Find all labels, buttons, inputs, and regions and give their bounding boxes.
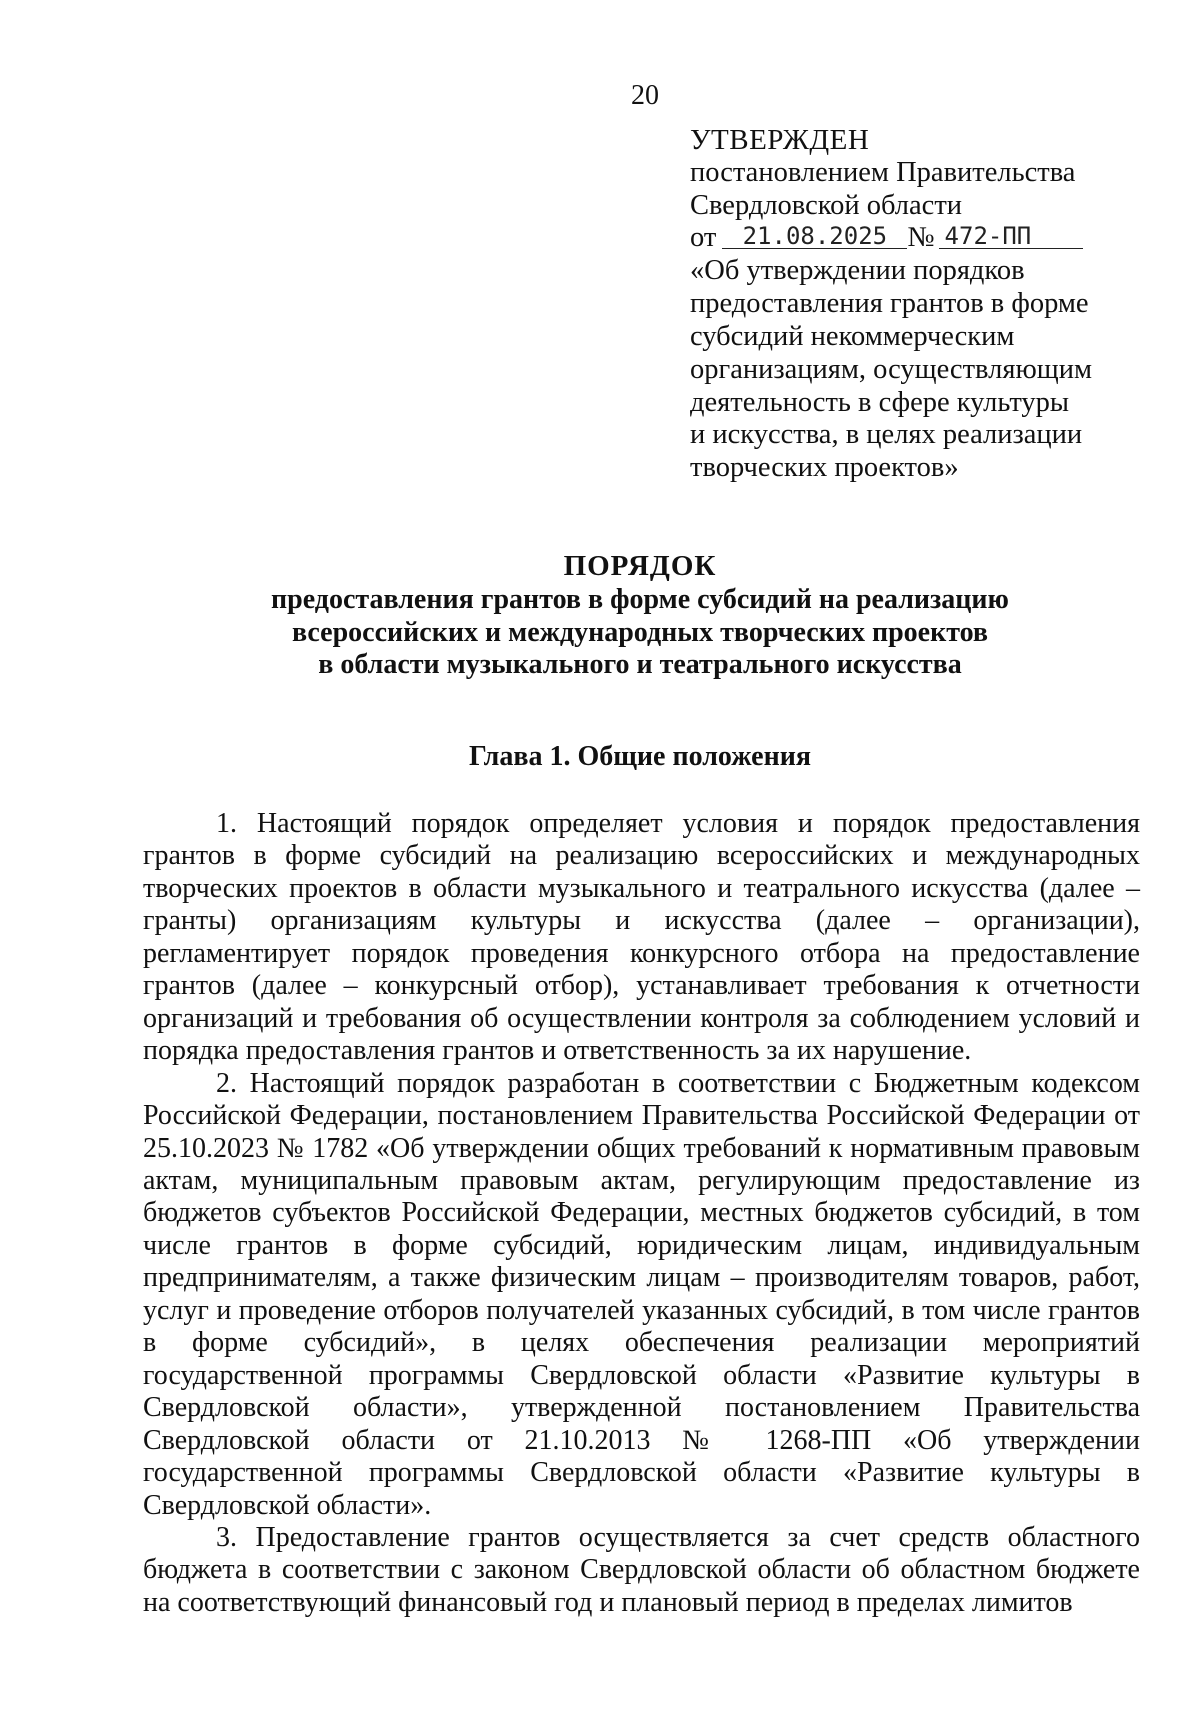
approval-number: 472-ПП [939, 224, 1083, 249]
title-subtitle-line: предоставления грантов в форме субсидий на реализацию [271, 584, 1009, 615]
paragraph: 1. Настоящий порядок определяет условия и порядок предоставления грантов в форме субсидий на реализацию всероссийских и международных творческих проектов в области музыкального и театрального искусства (далее – гранты) организациям культуры и искусства (далее – организации), регламентирует порядок проведения конкурсного отбора на предоставление грантов (далее – конкурсный отбор), устанавливает требования к отчетности организаций и требования об осуществлении контроля за соблюдением условий и порядка предоставления грантов и ответственность за их нарушение. [143, 808, 1140, 1067]
page-number: 20 [631, 80, 659, 111]
approval-stamp: УТВЕРЖДЕН [690, 124, 870, 156]
approval-subject-line: организациям, осуществляющим [690, 353, 1092, 385]
paragraph: 3. Предоставление грантов осуществляется за счет средств областного бюджета в соответствии с законом Свердловской области об областном бюджете на соответствующий финансовый год и плановый период в пределах лимитов [143, 1521, 1140, 1618]
title-subtitle-line: всероссийских и международных творческих проектов [291, 616, 989, 648]
approval-date: 21.08.2025 [722, 224, 907, 249]
number-sign: № [907, 222, 935, 254]
approval-subject-line: и искусства, в целях реализации [690, 419, 1083, 451]
chapter-heading: Глава 1. Общие положения [468, 741, 811, 772]
date-prefix: от [690, 222, 717, 254]
approval-line: постановлением Правительства [690, 156, 1076, 188]
approval-block [690, 124, 1110, 485]
approval-subject-line: предоставления грантов в форме [690, 288, 1089, 320]
document-title [140, 548, 1140, 682]
approval-subject-line: «Об утверждении порядков [690, 255, 1025, 287]
document-body [143, 808, 1140, 1619]
approval-subject-line: творческих проектов» [690, 452, 959, 484]
approval-line: Свердловской области [690, 189, 963, 221]
title-subtitle-line: в области музыкального и театрального искусства [318, 649, 962, 680]
approval-subject-line: субсидий некоммерческим [690, 320, 1015, 352]
approval-subject-line: деятельность в сфере культуры [690, 386, 1070, 418]
title-main: ПОРЯДОК [563, 550, 717, 582]
paragraph: 2. Настоящий порядок разработан в соответствии с Бюджетным кодексом Российской Федерации, постановлением Правительства Российской Федерации от 25.10.2023 № 1782 «Об утверждении общих требований к нормативным правовым актам, муниципальным правовым актам, регулирующим предоставление из бюджетов субъектов Российской Федерации, местных бюджетов субсидий, в том числе грантов в форме субсидий, юридическим лицам, индивидуальным предпринимателям, а также физическим лицам – производителям товаров, работ, услуг и проведение отборов получателей указанных субсидий, в том числе грантов в форме субсидий», в целях обеспечения реализации мероприятий государственной программы Свердловской области «Развитие культуры в Свердловской области», утвержденной постановлением Правительства Свердловской области от 21.10.2013 № 1268-ПП «Об утверждении государственной программы Свердловской области «Развитие культуры в Свердловской области». [143, 1067, 1140, 1521]
approval-date-line [690, 222, 1110, 255]
